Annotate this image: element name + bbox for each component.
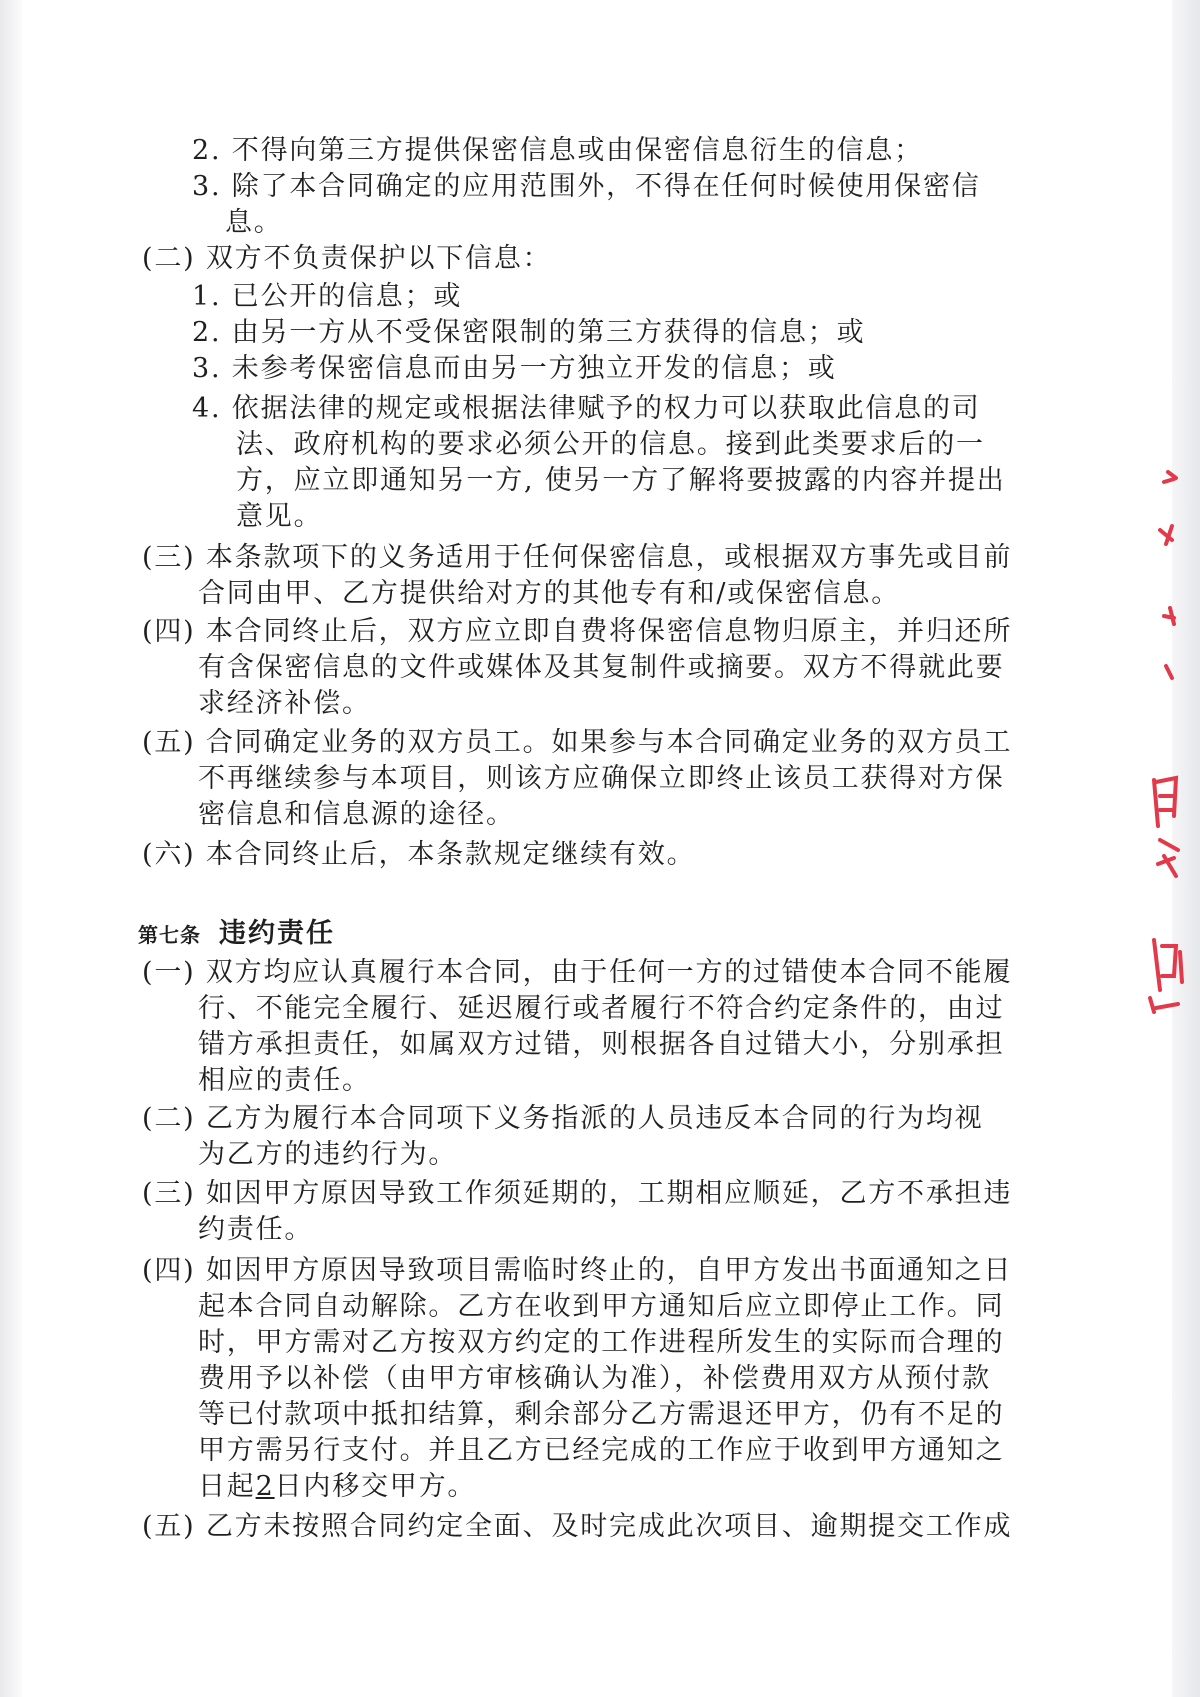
clause-line: (二) 乙方为履行本合同项下义务指派的人员违反本合同的行为均视	[142, 1103, 984, 1134]
seal-stamp-fragment	[1120, 460, 1190, 1050]
clause-line: (五) 乙方未按照合同约定全面、及时完成此次项目、逾期提交工作成	[142, 1511, 1013, 1542]
clause-line: 时，甲方需对乙方按双方约定的工作进程所发生的实际而合理的	[198, 1327, 1005, 1358]
clause-line: 密信息和信息源的途径。	[198, 799, 515, 830]
clause-line: (四) 如因甲方原因导致项目需临时终止的，自甲方发出书面通知之日	[142, 1255, 1013, 1286]
clause-line: 起本合同自动解除。乙方在收到甲方通知后应立即停止工作。同	[198, 1291, 1005, 1322]
clause-line: 4. 依据法律的规定或根据法律赋予的权力可以获取此信息的司	[192, 393, 981, 424]
clause-line: 行、不能完全履行、延迟履行或者履行不符合约定条件的，由过	[198, 993, 1005, 1024]
clause-line: 费用予以补偿（由甲方审核确认为准），补偿费用双方从预付款	[198, 1363, 991, 1394]
clause-line: 意见。	[236, 501, 323, 532]
clause-line: 甲方需另行支付。并且乙方已经完成的工作应于收到甲方通知之	[198, 1435, 1005, 1466]
clause-line: (三) 本条款项下的义务适用于任何保密信息，或根据双方事先或目前	[142, 542, 1013, 573]
clause-line: 合同由甲、乙方提供给对方的其他专有和/或保密信息。	[198, 578, 901, 609]
clause-line: 2. 由另一方从不受保密限制的第三方获得的信息；或	[192, 317, 866, 348]
clause-line: (五) 合同确定业务的双方员工。如果参与本合同确定业务的双方员工	[142, 727, 1013, 758]
clause-line: 息。	[225, 207, 283, 238]
clause-line: 方，应立即通知另一方, 使另一方了解将要披露的内容并提出	[236, 465, 1006, 496]
scan-shadow-left	[0, 0, 22, 1697]
clause-line: 约责任。	[198, 1214, 314, 1245]
handover-days: 2	[255, 1471, 275, 1502]
clause-line: 错方承担责任，如属双方过错，则根据各自过错大小，分别承担	[198, 1029, 1005, 1060]
clause-line: 3. 除了本合同确定的应用范围外，不得在任何时候使用保密信	[192, 171, 981, 202]
clause-line: (六) 本合同终止后，本条款规定继续有效。	[142, 839, 696, 870]
clause-line: (一) 双方均应认真履行本合同，由于任何一方的过错使本合同不能履	[142, 957, 1013, 988]
clause-line: 法、政府机构的要求必须公开的信息。接到此类要求后的一	[236, 429, 985, 460]
clause-line: 不再继续参与本项目，则该方应确保立即终止该员工获得对方保	[198, 763, 1005, 794]
clause-line: 有含保密信息的文件或媒体及其复制件或摘要。双方不得就此要	[198, 652, 1005, 683]
clause-line: (二) 双方不负责保护以下信息：	[142, 243, 552, 274]
clause-line: 3. 未参考保密信息而由另一方独立开发的信息；或	[192, 353, 837, 384]
article-heading	[138, 916, 335, 952]
clause-line: (三) 如因甲方原因导致工作须延期的，工期相应顺延，乙方不承担违	[142, 1178, 1013, 1209]
article-number: 第七条	[138, 923, 201, 947]
article-title: 违约责任	[219, 918, 335, 949]
clause-line: 2. 不得向第三方提供保密信息或由保密信息衍生的信息；	[192, 135, 923, 166]
clause-line: 为乙方的违约行为。	[198, 1139, 458, 1170]
clause-line: 日起2日内移交甲方。	[198, 1471, 477, 1502]
clause-line: 求经济补偿。	[198, 688, 371, 719]
clause-line: (四) 本合同终止后，双方应立即自费将保密信息物归原主，并归还所	[142, 616, 1013, 647]
clause-line: 等已付款项中抵扣结算，剩余部分乙方需退还甲方，仍有不足的	[198, 1399, 1005, 1430]
clause-line: 相应的责任。	[198, 1065, 371, 1096]
clause-line: 1. 已公开的信息；或	[192, 281, 463, 312]
